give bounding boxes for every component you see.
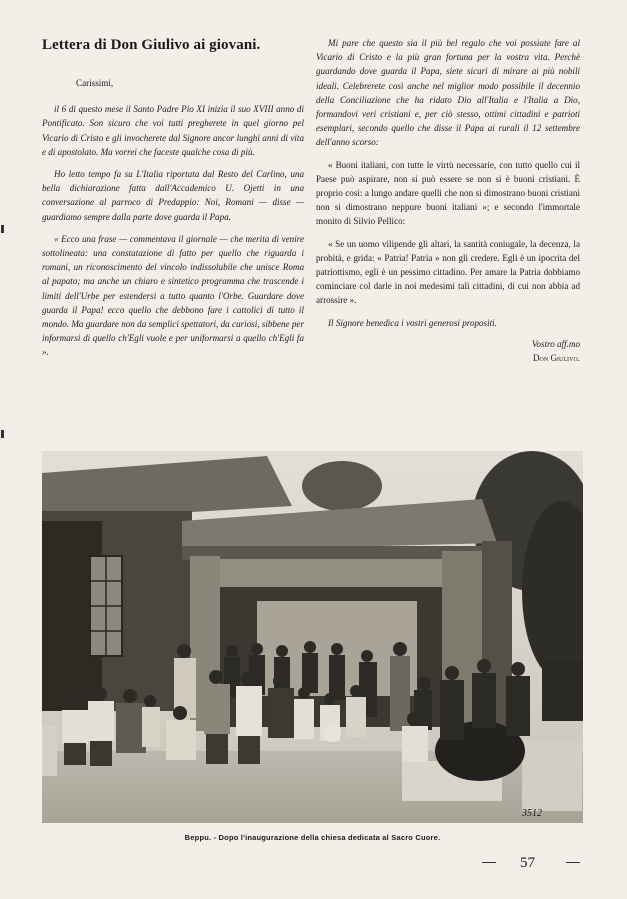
- closing: Vostro aff.mo: [531, 338, 580, 349]
- quote-paragraph: « Se un uomo vilipende gli altari, la santità coniugale, la decenza, la probità, e grida: « Patria! Patria » non gli credere. Egli è un ipocrita del patriottismo, egli è un pessimo cittadino. Per amare la Patria dobbiamo cominciare col darle in noi medesimi tali cittadini, di cui non abbia ad arrossire ».: [316, 238, 580, 306]
- paragraph: il 6 di questo mese il Santo Padre Pio XI inizia il suo XVIII anno di Pontificato. Son sicuro che voi tutti pregherete in quel giorno pel Vicario di Cristo e gli invocherete dal Signore ancor lunghi anni di vita e di apostolato. Ma vorrei che faceste qualche cosa di più.: [42, 104, 304, 157]
- paragraph: Ho letto tempo fa su L'Italia riportata dal Resto del Carlino, una bella dichiarazione fatta dall'Accademico U. Ojetti in una conversazione al parroco di Predappio: Noi, Romani — disse — guardiamo sempre dalla parte dove guarda il Papa.: [42, 169, 304, 222]
- page-number: 57: [520, 855, 535, 871]
- blessing-paragraph: Il Signore benedica i vostri generosi propositi.: [328, 317, 497, 328]
- article-title: Lettera di Don Giulivo ai giovani.: [42, 37, 261, 53]
- group-photo: [42, 451, 583, 823]
- signature: Don Giulivo.: [532, 352, 580, 363]
- paragraph: « Ecco una frase — commentava il giornale — che merita di venire sottolineata: una constatazione di fatto per quello che riguarda i romani, un riconoscimento del vincolo indissolubile che unisce Roma al papato; ma anche un chiaro e sintetico programma che trascende i limiti dell'Urbe per estendersi a tutto quanto l'Orbe. Guardare dove guarda il Papa! ecco quello che debbono fare i cattolici di tutto il mondo. Ma guardare non da semplici spettatori, da curiosi, sibbene per informarsi di quello ch'Egli vuole e per uniformarsi a quello ch'Egli fa ».: [42, 233, 304, 358]
- paragraph: Mi pare che questo sia il più bel regalo che voi possiate fare al Vicario di Cristo e la più gran fortuna per la vostra vita. Perchè guardando dove guarda il Papa, siete sicuri di mirare ai più nobili ideali. Celebrerete così anche nel miglior modo possibile il decennio della Conciliazione che ha ridato Dio all'Italia e l'Italia a Dio, formandovi veri cristiani e, per ciò stesso, ottimi cittadini e patrioti esemplari, secondo quello che disse il Papa ai rurali il 12 settembre dell'anno scorso:: [316, 38, 580, 148]
- margin-mark: [1, 430, 4, 438]
- divider: [566, 862, 580, 863]
- quote-paragraph: « Buoni italiani, con tutte le virtù necessarie, con tutto quello cui il Paese può aspirare, non si può essere se non si è buoni cristiani. È proprio così: a lungo andare quelli che non si dimostrano buoni cristiani non si dimostrano neppure buoni italiani »; e secondo l'immortale monito di Silvio Pellico:: [316, 159, 580, 227]
- divider: [482, 862, 496, 863]
- photo-number: 3512: [522, 808, 542, 819]
- salutation: Carissimi,: [76, 78, 114, 88]
- left-column: [42, 36, 304, 368]
- photo-caption: Beppu. - Dopo l'inaugurazione della chiesa dedicata al Sacro Cuore.: [184, 833, 441, 842]
- photo-scene: [42, 451, 583, 823]
- right-column: [316, 36, 580, 365]
- margin-mark: [1, 225, 4, 233]
